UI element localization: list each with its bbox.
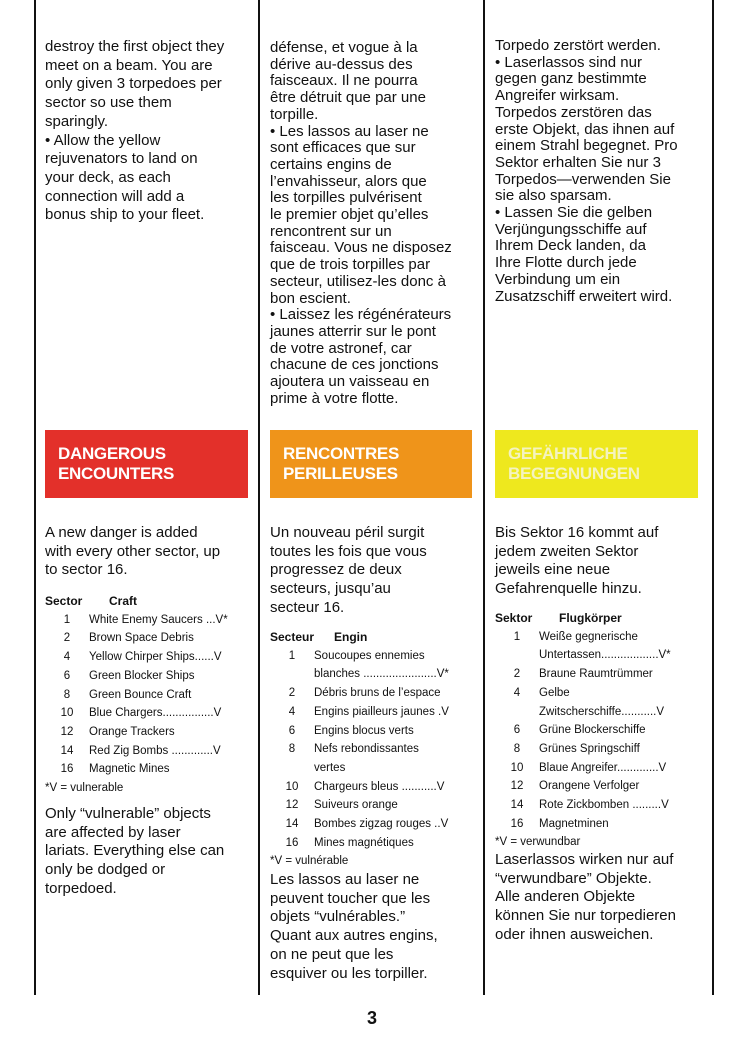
text-line: your deck, as each <box>45 168 171 186</box>
text-line: gegen ganz bestimmte <box>495 70 647 88</box>
text-line: only be dodged or <box>45 861 166 879</box>
table-row <box>270 740 480 777</box>
craft-line: Soucoupes ennemies <box>314 649 425 662</box>
column-divider <box>258 0 260 995</box>
closing-text <box>270 871 438 983</box>
table-row <box>45 760 255 779</box>
text-line: können Sie nur torpedieren <box>495 907 676 925</box>
text-line: toutes les fois que vous <box>270 542 427 560</box>
text-line: • Lassen Sie die gelben <box>495 204 653 222</box>
text-line: progressez de deux <box>270 561 402 579</box>
sector-number: 12 <box>60 725 74 738</box>
text-line: secteur 16. <box>270 598 345 616</box>
table-row <box>270 703 480 722</box>
col-header-sector: Sektor <box>495 611 533 625</box>
body-text-continued <box>495 38 678 305</box>
craft-name <box>539 740 705 759</box>
text-line: Les lassos au laser ne <box>270 871 420 888</box>
text-line: rencontrent sur un <box>270 222 392 240</box>
craft-line: Brown Space Debris <box>89 632 194 645</box>
text-line: Gefahrenquelle hinzu. <box>495 580 642 598</box>
text-line: • Les lassos au laser ne <box>270 122 429 140</box>
sector-number: 14 <box>60 744 74 757</box>
vulnerable-footnote: *V = vulnérable <box>270 855 349 868</box>
craft-name <box>539 759 705 778</box>
table-row <box>495 740 705 759</box>
table-row <box>45 667 255 686</box>
craft-name <box>539 796 705 815</box>
text-line: bon escient. <box>270 289 351 307</box>
section-title-line: BEGEGNUNGEN <box>508 464 640 483</box>
text-line: Angreifer wirksam. <box>495 87 620 105</box>
intro-text <box>45 524 220 580</box>
table-row <box>270 778 480 797</box>
table-row <box>45 648 255 667</box>
table-row <box>495 628 705 665</box>
table-row <box>45 704 255 723</box>
craft-line: Green Bounce Craft <box>89 688 192 701</box>
craft-line: Magnetic Mines <box>89 763 170 776</box>
body-text-continued <box>270 40 452 407</box>
text-line: • Laissez les régénérateurs <box>270 306 452 324</box>
craft-line: vertes <box>314 761 346 774</box>
sector-number: 10 <box>60 707 74 720</box>
section-header <box>495 430 698 498</box>
craft-line: Gelbe <box>539 686 570 699</box>
craft-name <box>539 815 705 834</box>
intro-text <box>495 524 658 599</box>
text-line: objets “vulnérables.” <box>270 908 406 926</box>
sector-number: 10 <box>510 761 524 774</box>
craft-name <box>89 704 255 723</box>
text-line: faisceaux. Il ne pourra <box>270 72 418 90</box>
sector-number: 16 <box>510 817 524 830</box>
table-header <box>45 592 255 611</box>
text-line: oder ihnen ausweichen. <box>495 925 654 943</box>
text-line: Torpedo zerstört werden. <box>495 37 661 54</box>
craft-line: Blue Chargers................V <box>89 707 222 720</box>
craft-name <box>314 834 480 853</box>
craft-name <box>89 648 255 667</box>
sector-number: 4 <box>288 705 296 718</box>
text-line: lariats. Everything else can <box>45 842 225 860</box>
table-row <box>270 815 480 834</box>
craft-line: Bombes zigzag rouges ..V <box>314 818 449 831</box>
sector-number: 2 <box>63 632 71 645</box>
craft-line: Blaue Angreifer.............V <box>539 761 667 774</box>
text-line: secteurs, jusqu’au <box>270 580 391 598</box>
text-line: Torpedos—verwenden Sie <box>495 170 671 188</box>
text-line: dérive au-dessus des <box>270 55 413 73</box>
sector-number: 10 <box>285 780 299 793</box>
text-line: jedem zweiten Sektor <box>495 542 639 560</box>
text-line: les torpilles pulvérisent <box>270 189 422 207</box>
text-line: peuvent toucher que les <box>270 889 431 907</box>
table-row <box>270 647 480 684</box>
craft-line: White Enemy Saucers ...V* <box>89 613 228 626</box>
craft-line: blanches .......................V* <box>314 668 449 681</box>
craft-line: Engins blocus verts <box>314 724 414 737</box>
text-line: chacune de ces jonctions <box>270 356 439 374</box>
table-row <box>270 722 480 741</box>
craft-name <box>314 796 480 815</box>
craft-name <box>314 703 480 722</box>
text-line: connection will add a <box>45 187 185 205</box>
craft-name <box>89 667 255 686</box>
col-header-craft: Flugkörper <box>559 611 622 625</box>
text-line: meet on a beam. You are <box>45 56 213 74</box>
text-line: A new danger is added <box>45 524 198 541</box>
craft-name <box>314 647 480 684</box>
text-line: to sector 16. <box>45 561 128 579</box>
text-line: défense, et vogue à la <box>270 39 418 56</box>
craft-line: Yellow Chirper Ships......V <box>89 651 222 664</box>
intro-text <box>270 524 427 618</box>
craft-line: Red Zig Bombs .............V <box>89 744 221 757</box>
closing-text <box>45 805 224 899</box>
craft-line: Débris bruns de l’espace <box>314 687 441 700</box>
craft-line: Grüne Blockerschiffe <box>539 724 646 737</box>
craft-line: Chargeurs bleus ...........V <box>314 780 445 793</box>
craft-line: Braune Raumtrümmer <box>539 668 653 681</box>
craft-name <box>539 777 705 796</box>
text-line: “verwundbare” Objekte. <box>495 869 652 887</box>
sector-number: 4 <box>63 651 71 664</box>
text-line: de votre astronef, car <box>270 339 412 357</box>
table-row <box>495 815 705 834</box>
sector-number: 6 <box>288 724 296 737</box>
body-text-continued <box>45 38 224 225</box>
section-title-line: DANGEROUS <box>58 444 166 463</box>
text-line: Verbindung um ein <box>495 270 621 288</box>
table-row <box>45 742 255 761</box>
text-line: torpedoed. <box>45 879 117 897</box>
table-row <box>270 796 480 815</box>
text-line: rejuvenators to land on <box>45 150 198 168</box>
encounters-table <box>495 609 705 852</box>
table-header <box>495 609 705 628</box>
text-line: Only “vulnerable” objects <box>45 805 211 822</box>
section-title-line: RENCONTRES <box>283 444 400 463</box>
sector-number: 12 <box>510 780 524 793</box>
craft-name <box>539 628 705 665</box>
craft-line: Magnetminen <box>539 817 609 830</box>
craft-line: Nefs rebondissantes <box>314 743 419 756</box>
text-line: que de trois torpilles par <box>270 256 431 274</box>
text-line: torpille. <box>270 105 319 123</box>
table-row <box>495 721 705 740</box>
text-line: Zusatzschiff erweitert wird. <box>495 287 673 305</box>
text-line: certains engins de <box>270 155 392 173</box>
table-header <box>270 628 480 647</box>
craft-name <box>314 815 480 834</box>
table-row <box>495 684 705 721</box>
text-line: Sektor erhalten Sie nur 3 <box>495 153 661 171</box>
sector-number: 6 <box>513 724 521 737</box>
craft-name <box>314 778 480 797</box>
craft-name <box>314 722 480 741</box>
craft-line: Zwitscherschiffe...........V <box>539 705 665 718</box>
sector-number: 16 <box>60 763 74 776</box>
column-divider <box>34 0 36 995</box>
sector-number: 8 <box>513 742 521 755</box>
craft-name <box>314 740 480 777</box>
craft-line: Green Blocker Ships <box>89 669 195 682</box>
vulnerable-footnote: *V = verwundbar <box>495 836 581 849</box>
sector-number: 8 <box>288 743 296 756</box>
craft-line: Weiße gegnerische <box>539 630 638 643</box>
craft-name <box>89 629 255 648</box>
text-line: only given 3 torpedoes per <box>45 75 222 93</box>
section-title-line: GEFÄHRLICHE <box>508 444 628 463</box>
craft-name <box>89 742 255 761</box>
text-line: with every other sector, up <box>45 542 221 560</box>
craft-line: Engins piailleurs jaunes .V <box>314 705 449 718</box>
text-line: on ne peut que les <box>270 945 394 963</box>
table-row <box>495 777 705 796</box>
text-line: prime à votre flotte. <box>270 389 399 407</box>
text-line: le premier objet qu’elles <box>270 206 429 224</box>
text-line: faisceau. Vous ne disposez <box>270 239 452 257</box>
table-row <box>45 723 255 742</box>
table-row <box>495 796 705 815</box>
craft-line: Rote Zickbomben .........V <box>539 799 669 812</box>
table-row <box>495 665 705 684</box>
section-title-line: ENCOUNTERS <box>58 464 175 483</box>
text-line: • Allow the yellow <box>45 131 161 149</box>
col-header-craft: Engin <box>334 630 368 644</box>
craft-name <box>314 684 480 703</box>
craft-line: Grünes Springschiff <box>539 742 640 755</box>
sector-number: 14 <box>510 799 524 812</box>
craft-line: Orangene Verfolger <box>539 780 640 793</box>
text-line: être détruit que par une <box>270 89 426 107</box>
text-line: ajoutera un vaisseau en <box>270 373 430 391</box>
text-line: Alle anderen Objekte <box>495 888 636 906</box>
encounters-table <box>45 592 255 798</box>
craft-line: Mines magnétiques <box>314 836 414 849</box>
closing-text <box>495 851 676 945</box>
table-row <box>270 834 480 853</box>
text-line: sont efficaces que sur <box>270 139 416 157</box>
text-line: Verjüngungsschiffe auf <box>495 220 647 238</box>
text-line: jaunes atterrir sur le pont <box>270 322 436 340</box>
text-line: secteur, utilisez-les donc à <box>270 272 446 290</box>
encounters-table <box>270 628 480 871</box>
table-row <box>270 684 480 703</box>
craft-name <box>89 723 255 742</box>
craft-line: Untertassen..................V* <box>539 649 671 662</box>
column-divider <box>483 0 485 995</box>
col-header-sector: Secteur <box>270 630 315 644</box>
sector-number: 6 <box>63 669 71 682</box>
text-line: esquiver ou les torpiller. <box>270 964 428 982</box>
text-line: Quant aux autres engins, <box>270 927 438 945</box>
craft-name <box>89 760 255 779</box>
page-number: 3 <box>366 1008 377 1028</box>
sector-number: 1 <box>513 630 521 643</box>
craft-line: Orange Trackers <box>89 725 175 738</box>
text-line: Ihrem Deck landen, da <box>495 237 646 255</box>
sector-number: 16 <box>285 836 299 849</box>
sector-number: 8 <box>63 688 71 701</box>
table-row <box>495 759 705 778</box>
text-line: sie also sparsam. <box>495 187 612 205</box>
craft-name <box>89 611 255 630</box>
text-line: erste Objekt, das ihnen auf <box>495 120 675 138</box>
text-line: Torpedos zerstören das <box>495 103 652 121</box>
text-line: sector so use them <box>45 94 172 112</box>
text-line: Bis Sektor 16 kommt auf <box>495 524 659 541</box>
sector-number: 1 <box>288 649 296 662</box>
sector-number: 2 <box>288 687 296 700</box>
section-header <box>45 430 248 498</box>
text-line: • Laserlassos sind nur <box>495 53 642 71</box>
text-line: l’envahisseur, alors que <box>270 172 427 190</box>
text-line: jeweils eine neue <box>495 561 611 579</box>
text-line: einem Strahl begegnet. Pro <box>495 137 678 155</box>
sector-number: 14 <box>285 818 299 831</box>
text-line: are affected by laser <box>45 823 181 841</box>
vulnerable-footnote: *V = vulnerable <box>45 782 124 795</box>
sector-number: 2 <box>513 668 521 681</box>
craft-name <box>539 665 705 684</box>
craft-line: Suiveurs orange <box>314 799 398 812</box>
text-line: Un nouveau péril surgit <box>270 524 425 541</box>
sector-number: 4 <box>513 686 521 699</box>
table-row <box>45 686 255 705</box>
column-divider <box>712 0 714 995</box>
sector-number: 12 <box>285 799 299 812</box>
text-line: bonus ship to your fleet. <box>45 206 205 224</box>
text-line: Ihre Flotte durch jede <box>495 254 637 272</box>
craft-name <box>89 686 255 705</box>
craft-name <box>539 684 705 721</box>
section-title-line: PERILLEUSES <box>283 464 398 483</box>
table-row <box>45 611 255 630</box>
craft-name <box>539 721 705 740</box>
section-header <box>270 430 472 498</box>
col-header-craft: Craft <box>109 594 138 608</box>
table-row <box>45 629 255 648</box>
text-line: destroy the first object they <box>45 38 225 55</box>
sector-number: 1 <box>63 613 71 626</box>
col-header-sector: Sector <box>45 594 83 608</box>
text-line: sparingly. <box>45 112 109 130</box>
text-line: Laserlassos wirken nur auf <box>495 851 674 868</box>
